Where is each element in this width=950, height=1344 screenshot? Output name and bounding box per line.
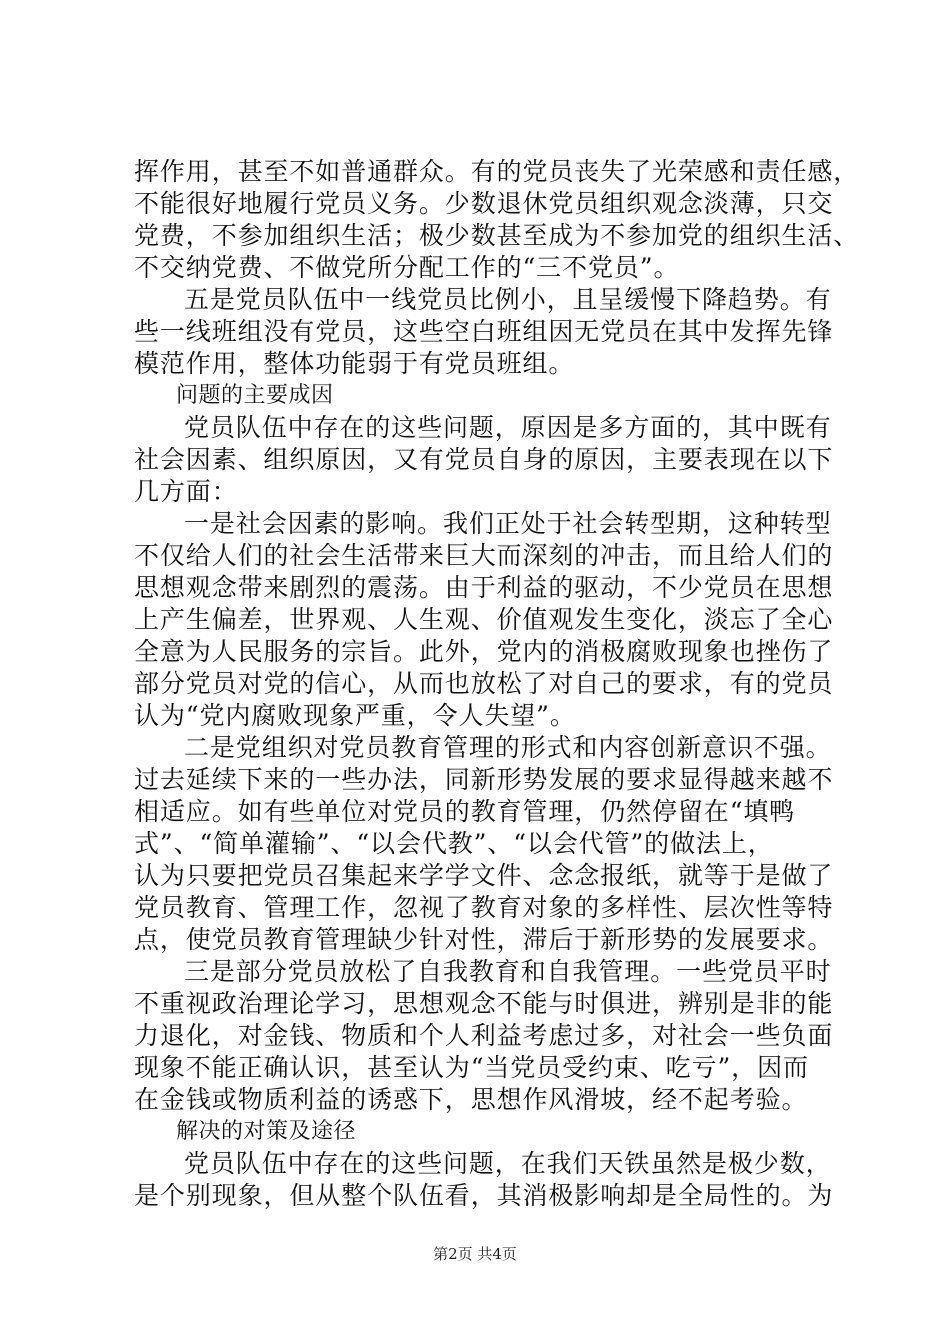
text-line: 社会因素、组织原因，又有党员自身的原因，主要表现在以下 [134, 445, 834, 474]
paragraph-first-line: 二是党组织对党员教育管理的形式和内容创新意识不强。 [184, 733, 832, 762]
text-line: 认为“党内腐败现象严重，令人失望”。 [134, 701, 576, 730]
text-line: 模范作用，整体功能弱于有党员班组。 [134, 349, 575, 378]
text-line: 现象不能正确认识，甚至认为“当党员受约束、吃亏”，因而 [134, 1053, 809, 1082]
text-line: 过去延续下来的一些办法，同新形势发展的要求显得越来越不 [134, 765, 834, 794]
text-line: 思想观念带来剧烈的震荡。由于利益的驱动，不少党员在思想 [134, 573, 834, 602]
text-line: 不仅给人们的社会生活带来巨大而深刻的冲击，而且给人们的 [134, 541, 834, 570]
text-line: 点，使党员教育管理缺少针对性，滞后于新形势的发展要求。 [134, 925, 834, 954]
paragraph-first-line: 一是社会因素的影响。我们正处于社会转型期，这种转型 [184, 509, 832, 538]
paragraph-first-line: 五是党员队伍中一线党员比例小，且呈缓慢下降趋势。有 [184, 285, 832, 314]
section-heading: 解决的对策及途径 [176, 1119, 357, 1144]
text-line: 不重视政治理论学习，思想观念不能与时俱进，辨别是非的能 [134, 989, 834, 1018]
text-line: 党员教育、管理工作，忽视了教育对象的多样性、层次性等特 [134, 893, 834, 922]
text-line: 几方面： [134, 477, 238, 506]
paragraph-first-line: 三是部分党员放松了自我教育和自我管理。一些党员平时 [184, 957, 832, 986]
document-body [134, 156, 860, 1212]
text-line: 上产生偏差，世界观、人生观、价值观发生变化，淡忘了全心 [134, 605, 834, 634]
text-line: 不交纳党费、不做党所分配工作的“三不党员”。 [134, 253, 680, 282]
text-line: 相适应。如有些单位对党员的教育管理，仍然停留在“填鸭 [134, 797, 796, 826]
text-line: 认为只要把党员召集起来学学文件、念念报纸，就等于是做了 [134, 861, 834, 890]
text-line: 不能很好地履行党员义务。少数退休党员组织观念淡薄，只交 [134, 189, 834, 218]
text-line: 是个别现象，但从整个队伍看，其消极影响却是全局性的。为 [134, 1181, 834, 1210]
paragraph-first-line: 党员队伍中存在的这些问题，在我们天铁虽然是极少数， [184, 1149, 832, 1178]
paragraph-first-line: 党员队伍中存在的这些问题，原因是多方面的，其中既有 [184, 413, 832, 442]
text-line: 力退化，对金钱、物质和个人利益考虑过多，对社会一些负面 [134, 1021, 834, 1050]
text-line: 全意为人民服务的宗旨。此外，党内的消极腐败现象也挫伤了 [134, 637, 834, 666]
text-line: 式”、“简单灌输”、“以会代教”、“以会代管”的做法上， [134, 829, 774, 858]
section-heading: 问题的主要成因 [176, 383, 334, 408]
page-number-footer: 第2页 共4页 [433, 1245, 517, 1263]
text-line: 挥作用，甚至不如普通群众。有的党员丧失了光荣感和责任感， [134, 157, 860, 186]
text-line: 些一线班组没有党员，这些空白班组因无党员在其中发挥先锋 [134, 317, 834, 346]
text-line: 党费，不参加组织生活；极少数甚至成为不参加党的组织生活、 [134, 221, 860, 250]
text-line: 在金钱或物质利益的诱惑下，思想作风滑坡，经不起考验。 [134, 1085, 808, 1114]
text-line: 部分党员对党的信心，从而也放松了对自己的要求，有的党员 [134, 669, 834, 698]
